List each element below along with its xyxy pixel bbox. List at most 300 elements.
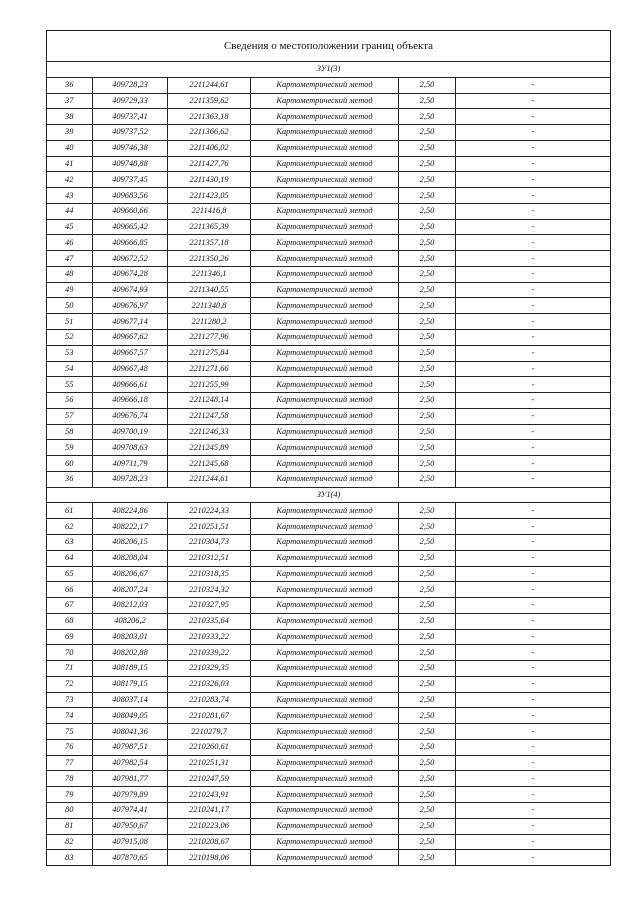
y-coordinate-cell: 2210224,33: [168, 503, 251, 519]
y-coordinate-cell: 2210304,73: [168, 534, 251, 550]
method-cell: Картометрический метод: [251, 125, 399, 141]
accuracy-cell: 2,50: [399, 771, 456, 787]
table-row: [47, 503, 611, 519]
table-row: [47, 314, 611, 330]
description-cell: -: [456, 550, 611, 566]
y-coordinate-cell: 2210329,35: [168, 661, 251, 677]
x-coordinate-cell: 409728,23: [93, 471, 168, 487]
method-cell: Картометрический метод: [251, 361, 399, 377]
description-cell: -: [456, 755, 611, 771]
method-cell: Картометрический метод: [251, 377, 399, 393]
y-coordinate-cell: 2211255,99: [168, 377, 251, 393]
accuracy-cell: 2,50: [399, 471, 456, 487]
accuracy-cell: 2,50: [399, 802, 456, 818]
table-row: [47, 282, 611, 298]
table-row: [47, 613, 611, 629]
point-number-cell: 44: [47, 203, 93, 219]
method-cell: Картометрический метод: [251, 708, 399, 724]
method-cell: Картометрический метод: [251, 834, 399, 850]
x-coordinate-cell: 408206,67: [93, 566, 168, 582]
table-row: [47, 266, 611, 282]
accuracy-cell: 2,50: [399, 629, 456, 645]
table-row: [47, 156, 611, 172]
y-coordinate-cell: 2210251,31: [168, 755, 251, 771]
table-row: [47, 330, 611, 346]
x-coordinate-cell: 409676,97: [93, 298, 168, 314]
y-coordinate-cell: 2210324,32: [168, 582, 251, 598]
accuracy-cell: 2,50: [399, 251, 456, 267]
x-coordinate-cell: 408041,36: [93, 724, 168, 740]
description-cell: -: [456, 629, 611, 645]
method-cell: Картометрический метод: [251, 266, 399, 282]
table-row: [47, 203, 611, 219]
y-coordinate-cell: 2210208,67: [168, 834, 251, 850]
accuracy-cell: 2,50: [399, 850, 456, 866]
table-row: [47, 77, 611, 93]
y-coordinate-cell: 2211280,2: [168, 314, 251, 330]
y-coordinate-cell: 2210260,61: [168, 739, 251, 755]
title-row: [47, 31, 611, 62]
method-cell: Картометрический метод: [251, 188, 399, 204]
method-cell: Картометрический метод: [251, 676, 399, 692]
method-cell: Картометрический метод: [251, 140, 399, 156]
description-cell: -: [456, 235, 611, 251]
y-coordinate-cell: 2210326,03: [168, 676, 251, 692]
accuracy-cell: 2,50: [399, 692, 456, 708]
description-cell: -: [456, 330, 611, 346]
description-cell: -: [456, 251, 611, 267]
accuracy-cell: 2,50: [399, 156, 456, 172]
x-coordinate-cell: 408202,88: [93, 645, 168, 661]
y-coordinate-cell: 2211423,05: [168, 188, 251, 204]
accuracy-cell: 2,50: [399, 140, 456, 156]
x-coordinate-cell: 409729,33: [93, 93, 168, 109]
accuracy-cell: 2,50: [399, 330, 456, 346]
point-number-cell: 43: [47, 188, 93, 204]
method-cell: Картометрический метод: [251, 850, 399, 866]
accuracy-cell: 2,50: [399, 582, 456, 598]
description-cell: -: [456, 598, 611, 614]
description-cell: -: [456, 582, 611, 598]
point-number-cell: 62: [47, 519, 93, 535]
point-number-cell: 53: [47, 345, 93, 361]
table-row: [47, 377, 611, 393]
accuracy-cell: 2,50: [399, 298, 456, 314]
section-name: ЗУ1(4): [47, 487, 611, 503]
table-row: [47, 424, 611, 440]
x-coordinate-cell: 409737,41: [93, 109, 168, 125]
description-cell: -: [456, 109, 611, 125]
description-cell: -: [456, 203, 611, 219]
accuracy-cell: 2,50: [399, 676, 456, 692]
method-cell: Картометрический метод: [251, 566, 399, 582]
x-coordinate-cell: 409672,52: [93, 251, 168, 267]
y-coordinate-cell: 2211416,8: [168, 203, 251, 219]
accuracy-cell: 2,50: [399, 708, 456, 724]
x-coordinate-cell: 407915,08: [93, 834, 168, 850]
point-number-cell: 78: [47, 771, 93, 787]
point-number-cell: 50: [47, 298, 93, 314]
y-coordinate-cell: 2210333,22: [168, 629, 251, 645]
section-header-row: [47, 487, 611, 503]
point-number-cell: 73: [47, 692, 93, 708]
table-row: [47, 408, 611, 424]
point-number-cell: 46: [47, 235, 93, 251]
y-coordinate-cell: 2211248,14: [168, 393, 251, 409]
x-coordinate-cell: 409748,88: [93, 156, 168, 172]
description-cell: -: [456, 172, 611, 188]
accuracy-cell: 2,50: [399, 361, 456, 377]
method-cell: Картометрический метод: [251, 582, 399, 598]
method-cell: Картометрический метод: [251, 156, 399, 172]
point-number-cell: 45: [47, 219, 93, 235]
point-number-cell: 64: [47, 550, 93, 566]
table-row: [47, 676, 611, 692]
point-number-cell: 60: [47, 456, 93, 472]
description-cell: -: [456, 613, 611, 629]
x-coordinate-cell: 409737,45: [93, 172, 168, 188]
description-cell: -: [456, 298, 611, 314]
x-coordinate-cell: 408179,15: [93, 676, 168, 692]
accuracy-cell: 2,50: [399, 235, 456, 251]
x-coordinate-cell: 409674,28: [93, 266, 168, 282]
description-cell: -: [456, 377, 611, 393]
x-coordinate-cell: 409660,66: [93, 203, 168, 219]
y-coordinate-cell: 2210339,22: [168, 645, 251, 661]
accuracy-cell: 2,50: [399, 661, 456, 677]
point-number-cell: 75: [47, 724, 93, 740]
point-number-cell: 65: [47, 566, 93, 582]
x-coordinate-cell: 407870,65: [93, 850, 168, 866]
x-coordinate-cell: 409666,18: [93, 393, 168, 409]
table-row: [47, 471, 611, 487]
point-number-cell: 70: [47, 645, 93, 661]
point-number-cell: 47: [47, 251, 93, 267]
x-coordinate-cell: 409677,14: [93, 314, 168, 330]
x-coordinate-cell: 407987,51: [93, 739, 168, 755]
accuracy-cell: 2,50: [399, 77, 456, 93]
method-cell: Картометрический метод: [251, 661, 399, 677]
section-name: ЗУ1(3): [47, 62, 611, 78]
y-coordinate-cell: 2210279,7: [168, 724, 251, 740]
point-number-cell: 56: [47, 393, 93, 409]
section-header-row: [47, 62, 611, 78]
description-cell: -: [456, 834, 611, 850]
method-cell: Картометрический метод: [251, 771, 399, 787]
method-cell: Картометрический метод: [251, 219, 399, 235]
y-coordinate-cell: 2211246,33: [168, 424, 251, 440]
method-cell: Картометрический метод: [251, 172, 399, 188]
x-coordinate-cell: 408212,03: [93, 598, 168, 614]
accuracy-cell: 2,50: [399, 172, 456, 188]
x-coordinate-cell: 408207,24: [93, 582, 168, 598]
accuracy-cell: 2,50: [399, 282, 456, 298]
description-cell: -: [456, 676, 611, 692]
table-row: [47, 93, 611, 109]
point-number-cell: 68: [47, 613, 93, 629]
accuracy-cell: 2,50: [399, 188, 456, 204]
point-number-cell: 39: [47, 125, 93, 141]
description-cell: -: [456, 125, 611, 141]
accuracy-cell: 2,50: [399, 724, 456, 740]
description-cell: -: [456, 282, 611, 298]
x-coordinate-cell: 407979,89: [93, 787, 168, 803]
method-cell: Картометрический метод: [251, 534, 399, 550]
table-row: [47, 125, 611, 141]
table-row: [47, 345, 611, 361]
table-row: [47, 456, 611, 472]
x-coordinate-cell: 407950,67: [93, 818, 168, 834]
point-number-cell: 52: [47, 330, 93, 346]
description-cell: -: [456, 818, 611, 834]
x-coordinate-cell: 408049,05: [93, 708, 168, 724]
description-cell: -: [456, 219, 611, 235]
accuracy-cell: 2,50: [399, 598, 456, 614]
description-cell: -: [456, 361, 611, 377]
accuracy-cell: 2,50: [399, 534, 456, 550]
point-number-cell: 71: [47, 661, 93, 677]
y-coordinate-cell: 2210247,59: [168, 771, 251, 787]
x-coordinate-cell: 408203,01: [93, 629, 168, 645]
x-coordinate-cell: 409667,48: [93, 361, 168, 377]
y-coordinate-cell: 2211244,61: [168, 471, 251, 487]
y-coordinate-cell: 2211271,66: [168, 361, 251, 377]
method-cell: Картометрический метод: [251, 818, 399, 834]
y-coordinate-cell: 2211406,02: [168, 140, 251, 156]
y-coordinate-cell: 2211365,39: [168, 219, 251, 235]
table-row: [47, 645, 611, 661]
x-coordinate-cell: 409665,42: [93, 219, 168, 235]
boundary-table: [46, 30, 611, 866]
description-cell: -: [456, 566, 611, 582]
table-row: [47, 172, 611, 188]
table-row: [47, 834, 611, 850]
x-coordinate-cell: 408224,86: [93, 503, 168, 519]
accuracy-cell: 2,50: [399, 125, 456, 141]
table-row: [47, 566, 611, 582]
method-cell: Картометрический метод: [251, 393, 399, 409]
description-cell: -: [456, 802, 611, 818]
point-number-cell: 57: [47, 408, 93, 424]
accuracy-cell: 2,50: [399, 566, 456, 582]
table-row: [47, 109, 611, 125]
table-row: [47, 818, 611, 834]
x-coordinate-cell: 409666,61: [93, 377, 168, 393]
description-cell: -: [456, 424, 611, 440]
method-cell: Картометрический метод: [251, 77, 399, 93]
accuracy-cell: 2,50: [399, 109, 456, 125]
table-row: [47, 739, 611, 755]
y-coordinate-cell: 2211245,89: [168, 440, 251, 456]
description-cell: -: [456, 645, 611, 661]
description-cell: -: [456, 393, 611, 409]
y-coordinate-cell: 2211427,76: [168, 156, 251, 172]
point-number-cell: 36: [47, 471, 93, 487]
description-cell: -: [456, 266, 611, 282]
point-number-cell: 61: [47, 503, 93, 519]
accuracy-cell: 2,50: [399, 645, 456, 661]
description-cell: -: [456, 692, 611, 708]
method-cell: Картометрический метод: [251, 471, 399, 487]
accuracy-cell: 2,50: [399, 314, 456, 330]
y-coordinate-cell: 2210198,06: [168, 850, 251, 866]
point-number-cell: 81: [47, 818, 93, 834]
accuracy-cell: 2,50: [399, 393, 456, 409]
method-cell: Картометрический метод: [251, 787, 399, 803]
x-coordinate-cell: 408206,15: [93, 534, 168, 550]
document-sheet: [46, 30, 610, 866]
accuracy-cell: 2,50: [399, 550, 456, 566]
table-row: [47, 235, 611, 251]
description-cell: -: [456, 408, 611, 424]
description-cell: -: [456, 503, 611, 519]
table-row: [47, 724, 611, 740]
y-coordinate-cell: 2211366,62: [168, 125, 251, 141]
method-cell: Картометрический метод: [251, 424, 399, 440]
point-number-cell: 82: [47, 834, 93, 850]
x-coordinate-cell: 408222,17: [93, 519, 168, 535]
method-cell: Картометрический метод: [251, 408, 399, 424]
point-number-cell: 63: [47, 534, 93, 550]
description-cell: -: [456, 77, 611, 93]
accuracy-cell: 2,50: [399, 203, 456, 219]
x-coordinate-cell: 409746,38: [93, 140, 168, 156]
description-cell: -: [456, 771, 611, 787]
method-cell: Картометрический метод: [251, 330, 399, 346]
y-coordinate-cell: 2210318,35: [168, 566, 251, 582]
point-number-cell: 55: [47, 377, 93, 393]
x-coordinate-cell: 409683,56: [93, 188, 168, 204]
y-coordinate-cell: 2210283,74: [168, 692, 251, 708]
method-cell: Картометрический метод: [251, 93, 399, 109]
y-coordinate-cell: 2211346,1: [168, 266, 251, 282]
description-cell: -: [456, 345, 611, 361]
point-number-cell: 38: [47, 109, 93, 125]
x-coordinate-cell: 409711,79: [93, 456, 168, 472]
point-number-cell: 40: [47, 140, 93, 156]
table-row: [47, 534, 611, 550]
accuracy-cell: 2,50: [399, 519, 456, 535]
point-number-cell: 66: [47, 582, 93, 598]
point-number-cell: 37: [47, 93, 93, 109]
point-number-cell: 51: [47, 314, 93, 330]
x-coordinate-cell: 407981,77: [93, 771, 168, 787]
method-cell: Картометрический метод: [251, 503, 399, 519]
y-coordinate-cell: 2211275,84: [168, 345, 251, 361]
table-row: [47, 550, 611, 566]
y-coordinate-cell: 2210312,51: [168, 550, 251, 566]
y-coordinate-cell: 2211363,18: [168, 109, 251, 125]
table-row: [47, 393, 611, 409]
description-cell: -: [456, 850, 611, 866]
accuracy-cell: 2,50: [399, 456, 456, 472]
method-cell: Картометрический метод: [251, 550, 399, 566]
description-cell: -: [456, 188, 611, 204]
table-row: [47, 219, 611, 235]
method-cell: Картометрический метод: [251, 440, 399, 456]
x-coordinate-cell: 409708,63: [93, 440, 168, 456]
point-number-cell: 67: [47, 598, 93, 614]
x-coordinate-cell: 409667,62: [93, 330, 168, 346]
y-coordinate-cell: 2211340,55: [168, 282, 251, 298]
accuracy-cell: 2,50: [399, 93, 456, 109]
x-coordinate-cell: 409737,52: [93, 125, 168, 141]
method-cell: Картометрический метод: [251, 314, 399, 330]
method-cell: Картометрический метод: [251, 724, 399, 740]
description-cell: -: [456, 661, 611, 677]
accuracy-cell: 2,50: [399, 266, 456, 282]
table-row: [47, 661, 611, 677]
y-coordinate-cell: 2210243,91: [168, 787, 251, 803]
method-cell: Картометрический метод: [251, 282, 399, 298]
description-cell: -: [456, 519, 611, 535]
y-coordinate-cell: 2210281,67: [168, 708, 251, 724]
table-row: [47, 361, 611, 377]
y-coordinate-cell: 2210251,51: [168, 519, 251, 535]
point-number-cell: 41: [47, 156, 93, 172]
accuracy-cell: 2,50: [399, 503, 456, 519]
method-cell: Картометрический метод: [251, 613, 399, 629]
description-cell: -: [456, 708, 611, 724]
description-cell: -: [456, 456, 611, 472]
y-coordinate-cell: 2210327,95: [168, 598, 251, 614]
table-body: [47, 31, 611, 866]
method-cell: Картометрический метод: [251, 456, 399, 472]
accuracy-cell: 2,50: [399, 424, 456, 440]
method-cell: Картометрический метод: [251, 251, 399, 267]
table-row: [47, 519, 611, 535]
table-row: [47, 440, 611, 456]
point-number-cell: 54: [47, 361, 93, 377]
x-coordinate-cell: 407974,41: [93, 802, 168, 818]
y-coordinate-cell: 2210223,06: [168, 818, 251, 834]
x-coordinate-cell: 408208,04: [93, 550, 168, 566]
table-row: [47, 188, 611, 204]
method-cell: Картометрический метод: [251, 739, 399, 755]
point-number-cell: 76: [47, 739, 93, 755]
table-row: [47, 140, 611, 156]
y-coordinate-cell: 2210241,17: [168, 802, 251, 818]
description-cell: -: [456, 314, 611, 330]
y-coordinate-cell: 2211357,18: [168, 235, 251, 251]
point-number-cell: 77: [47, 755, 93, 771]
accuracy-cell: 2,50: [399, 755, 456, 771]
method-cell: Картометрический метод: [251, 629, 399, 645]
y-coordinate-cell: 2211350,26: [168, 251, 251, 267]
method-cell: Картометрический метод: [251, 235, 399, 251]
y-coordinate-cell: 2211430,19: [168, 172, 251, 188]
table-row: [47, 771, 611, 787]
table-row: [47, 850, 611, 866]
y-coordinate-cell: 2211359,62: [168, 93, 251, 109]
point-number-cell: 72: [47, 676, 93, 692]
point-number-cell: 74: [47, 708, 93, 724]
accuracy-cell: 2,50: [399, 408, 456, 424]
accuracy-cell: 2,50: [399, 787, 456, 803]
method-cell: Картометрический метод: [251, 645, 399, 661]
table-row: [47, 692, 611, 708]
method-cell: Картометрический метод: [251, 298, 399, 314]
point-number-cell: 58: [47, 424, 93, 440]
x-coordinate-cell: 409667,57: [93, 345, 168, 361]
description-cell: -: [456, 787, 611, 803]
accuracy-cell: 2,50: [399, 818, 456, 834]
y-coordinate-cell: 2211340,8: [168, 298, 251, 314]
description-cell: -: [456, 724, 611, 740]
method-cell: Картометрический метод: [251, 802, 399, 818]
accuracy-cell: 2,50: [399, 440, 456, 456]
point-number-cell: 79: [47, 787, 93, 803]
